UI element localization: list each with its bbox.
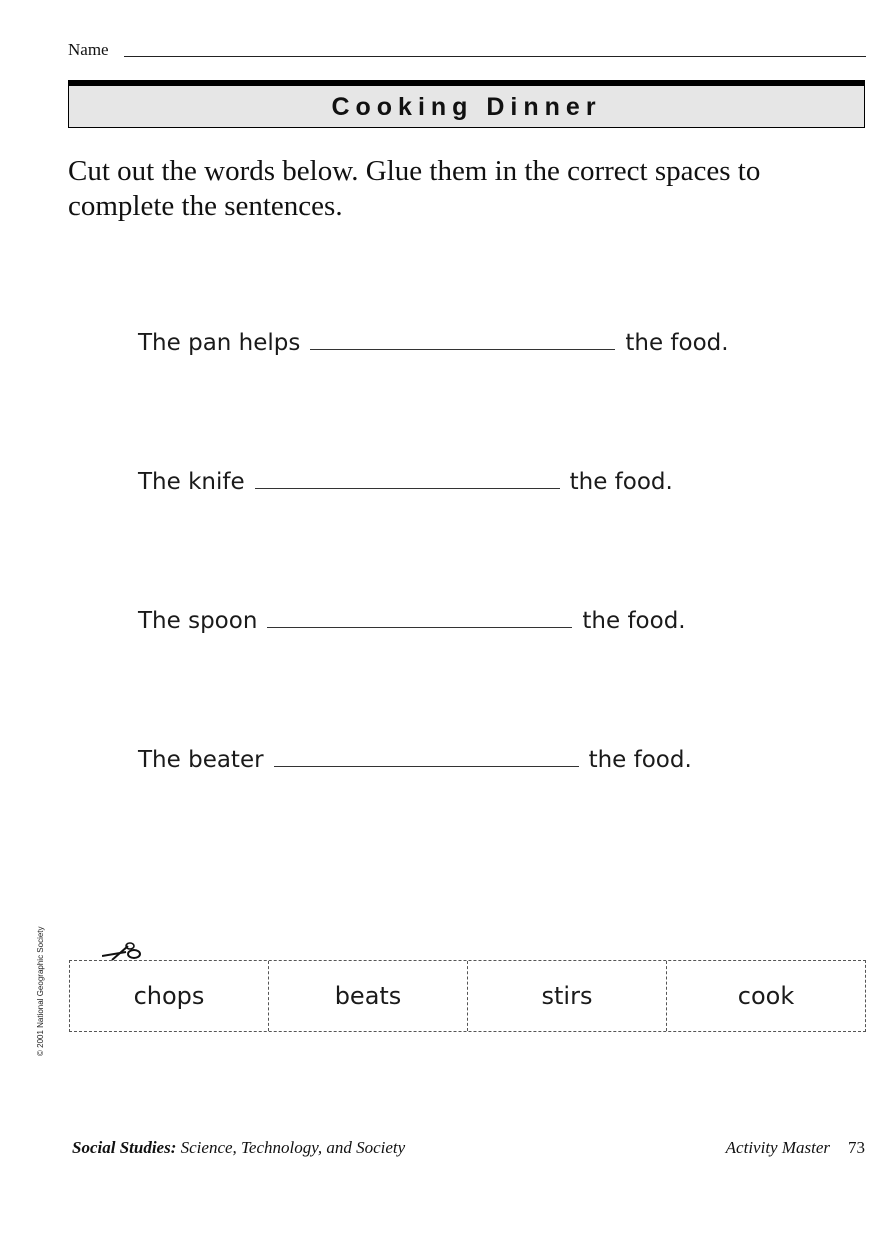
cutout-word[interactable]: chops [70,961,269,1031]
cutout-word[interactable]: beats [269,961,468,1031]
sentence-4 [138,747,692,781]
sentence-3-blank[interactable] [267,626,572,628]
footer-series [72,1138,405,1158]
sentence-1-before: The pan helps [138,330,301,356]
name-row [68,38,866,60]
sentence-2-blank[interactable] [255,487,560,489]
sentence-2-before: The knife [138,469,245,495]
name-label: Name [68,40,109,59]
footer-activity-label: Activity Master [725,1138,830,1157]
sentence-2 [138,469,673,503]
cutout-word-bank [69,960,866,1032]
footer-series-subtitle: Science, Technology, and Society [180,1138,406,1157]
page-title: Cooking Dinner [331,93,602,121]
page-number: 73 [848,1138,865,1157]
sentence-1-after: the food. [625,330,729,356]
sentence-3-after: the food. [582,608,686,634]
sentence-3 [138,608,686,642]
footer-series-bold: Social Studies: [72,1138,177,1157]
sentence-1-blank[interactable] [310,348,615,350]
instructions-text: Cut out the words below. Glue them in the correct spaces to complete the sentences. [68,155,761,222]
sentence-4-before: The beater [138,747,264,773]
sentence-2-after: the food. [569,469,673,495]
name-line[interactable] [124,56,866,57]
cutout-word[interactable]: cook [737,982,795,1010]
cutout-word[interactable]: stirs [468,961,667,1031]
footer-page-info [726,1138,865,1158]
copyright-notice: © 2001 National Geographic Society [36,926,45,1056]
sentence-3-before: The spoon [138,608,258,634]
sentence-4-after: the food. [588,747,692,773]
title-banner [68,80,865,128]
sentence-4-blank[interactable] [274,765,579,767]
sentence-1 [138,330,729,364]
